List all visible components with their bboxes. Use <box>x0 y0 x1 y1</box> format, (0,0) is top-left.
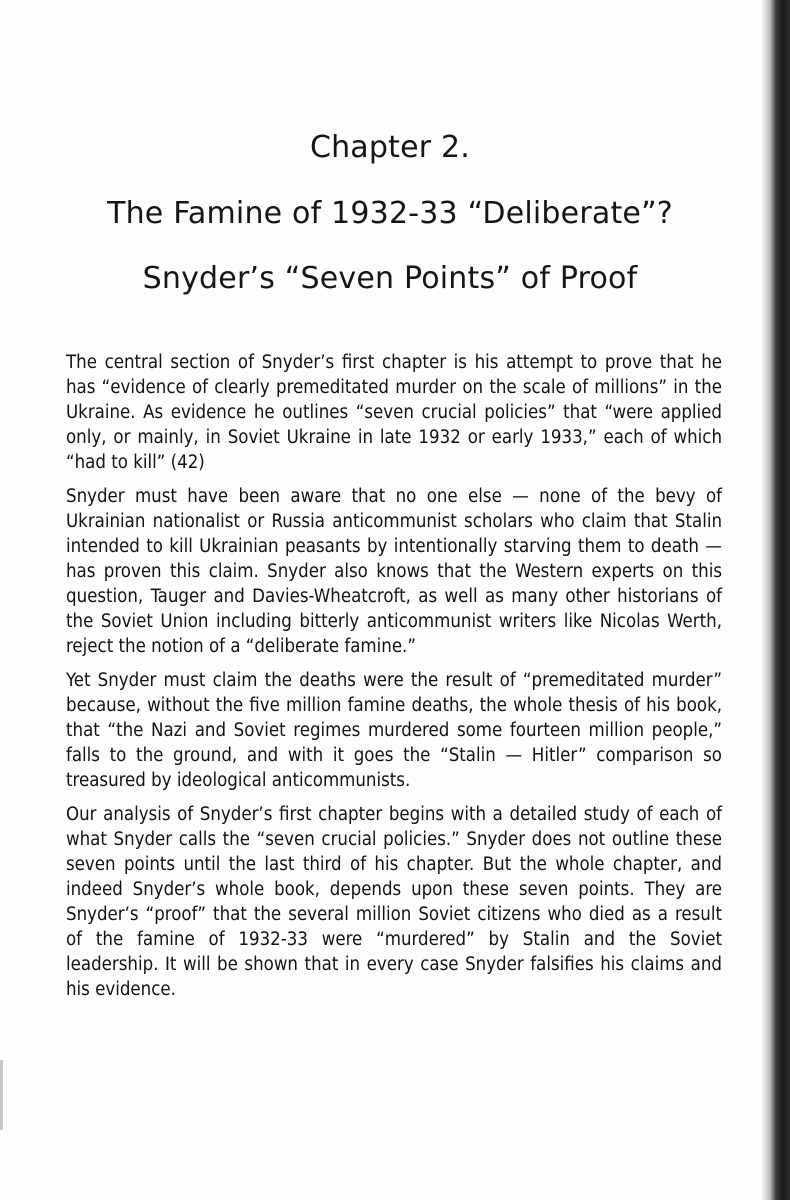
chapter-subtitle: Snyder’s “Seven Points” of Proof <box>142 261 638 296</box>
paragraph: Snyder must have been aware that no one else — none of the bevy of Ukrainian nationalist or Russia anticommunist scholars who claim that Stalin intended to kill Ukrainian peasants by intentionally starving them to death — has proven this claim. Snyder also knows that the Western experts on this question, Tauger and Davies-Wheatcroft, as well as many other historians of the Soviet Union including bitterly anticommunist writers like Nicolas Werth, reject the notion of a “deliberate famine.” <box>66 486 722 657</box>
paragraph: The central section of Snyder’s first chapter is his attempt to prove that he has “evidence of clearly premeditated murder on the scale of millions” in the Ukraine. As evidence he outlines “seven crucial policies” that “were applied only, or mainly, in Soviet Ukraine in late 1932 or early 1933,” each of which “had to kill” (42) <box>66 352 722 473</box>
paragraph: Our analysis of Snyder’s first chapter begins with a detailed study of each of what Snyder calls the “seven crucial policies.” Snyder does not outline these seven points until the last third of his chapter. But the whole chapter, and indeed Snyder’s whole book, depends upon these seven points. They are Snyder’s “proof” that the several million Soviet citizens who died as a result of the famine of 1932-33 were “murdered” by Stalin and the Soviet leadership. It will be shown that in every case Snyder falsifies his claims and his evidence. <box>66 804 722 1000</box>
scan-edge-mark <box>0 1060 3 1130</box>
body-text <box>66 350 722 1011</box>
paragraph: Yet Snyder must claim the deaths were the result of “premeditated murder” because, without the five million famine deaths, the whole thesis of his book, that “the Nazi and Soviet regimes murdered some fourteen million people,” falls to the ground, and with it goes the “Stalin — Hitler” comparison so treasured by ideological anticommunists. <box>66 670 722 791</box>
chapter-title: The Famine of 1932-33 “Deliberate”? <box>107 196 673 231</box>
page-edge-shadow <box>762 0 790 1200</box>
chapter-number: Chapter 2. <box>309 130 471 165</box>
